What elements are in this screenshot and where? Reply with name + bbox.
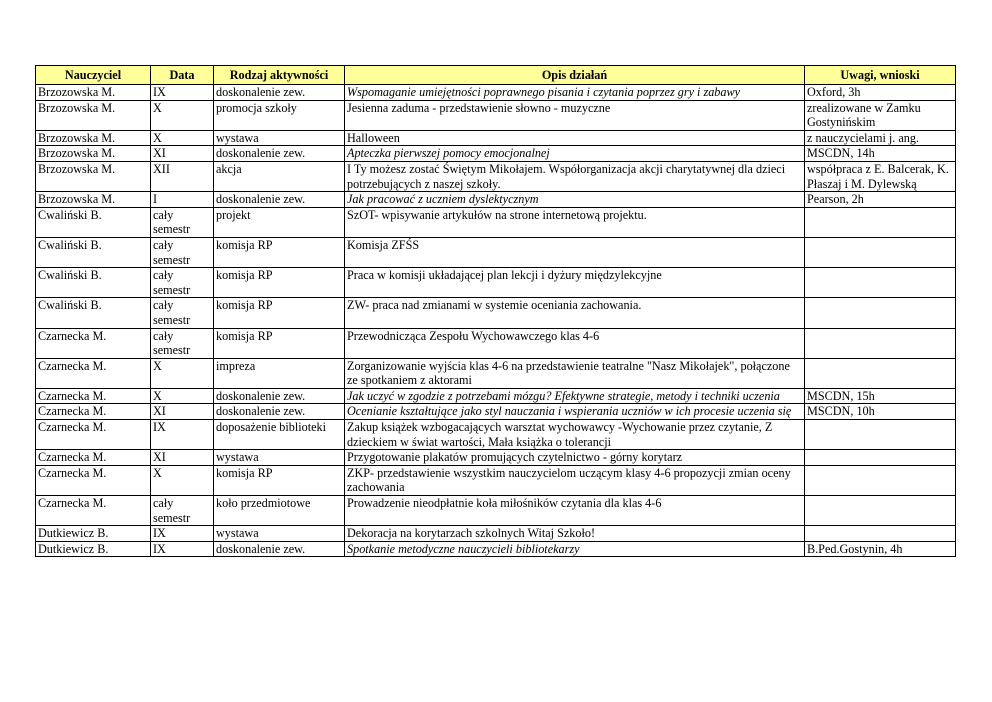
description-cell: Halloween	[345, 130, 805, 146]
table-row	[36, 541, 956, 557]
teacher-cell: Czarnecka M.	[36, 496, 151, 526]
description-cell: I Ty możesz zostać Świętym Mikołajem. Współorganizacja akcji charytatywnej dla dzieci potrzebujących z naszej szkoły.	[345, 161, 805, 191]
teacher-cell: Czarnecka M.	[36, 388, 151, 404]
activity-type-cell: doskonalenie zew.	[214, 541, 345, 557]
notes-cell: współpraca z E. Balcerak, K. Płaszaj i M. Dylewską	[805, 161, 956, 191]
date-cell: IX	[151, 85, 214, 101]
activity-type-cell: komisja RP	[214, 465, 345, 495]
date-cell: I	[151, 192, 214, 208]
header-description: Opis działań	[345, 66, 805, 85]
description-cell: Zorganizowanie wyjścia klas 4-6 na przedstawienie teatralne "Nasz Mikołajek", połączone ze spotkaniem z aktorami	[345, 358, 805, 388]
description-cell: Prowadzenie nieodpłatnie koła miłośników czytania dla klas 4-6	[345, 496, 805, 526]
date-cell: cały semestr	[151, 496, 214, 526]
notes-cell	[805, 298, 956, 328]
teacher-cell: Brzozowska M.	[36, 161, 151, 191]
teacher-cell: Czarnecka M.	[36, 465, 151, 495]
teacher-cell: Cwaliński B.	[36, 237, 151, 267]
notes-cell: z nauczycielami j. ang.	[805, 130, 956, 146]
date-cell: cały semestr	[151, 298, 214, 328]
activity-table	[35, 65, 956, 557]
description-cell: ZW- praca nad zmianami w systemie oceniania zachowania.	[345, 298, 805, 328]
table-body	[36, 85, 956, 557]
notes-cell	[805, 358, 956, 388]
table-row	[36, 496, 956, 526]
description-cell: Ocenianie kształtujące jako styl nauczania i wspierania uczniów w ich procesie uczenia się	[345, 404, 805, 420]
description-cell: Praca w komisji układającej plan lekcji i dyżury międzylekcyjne	[345, 268, 805, 298]
notes-cell	[805, 207, 956, 237]
teacher-cell: Czarnecka M.	[36, 358, 151, 388]
teacher-cell: Cwaliński B.	[36, 298, 151, 328]
activity-type-cell: wystawa	[214, 130, 345, 146]
activity-type-cell: doskonalenie zew.	[214, 146, 345, 162]
activity-type-cell: akcja	[214, 161, 345, 191]
notes-cell	[805, 450, 956, 466]
teacher-cell: Czarnecka M.	[36, 404, 151, 420]
teacher-cell: Brzozowska M.	[36, 146, 151, 162]
header-notes: Uwagi, wnioski	[805, 66, 956, 85]
description-cell: Dekoracja na korytarzach szkolnych Witaj Szkoło!	[345, 526, 805, 542]
activity-type-cell: doskonalenie zew.	[214, 388, 345, 404]
activity-type-cell: projekt	[214, 207, 345, 237]
notes-cell	[805, 268, 956, 298]
teacher-cell: Brzozowska M.	[36, 130, 151, 146]
table-row	[36, 526, 956, 542]
table-row	[36, 130, 956, 146]
header-date: Data	[151, 66, 214, 85]
table-row	[36, 404, 956, 420]
activity-type-cell: koło przedmiotowe	[214, 496, 345, 526]
table-row	[36, 161, 956, 191]
date-cell: cały semestr	[151, 207, 214, 237]
date-cell: XII	[151, 161, 214, 191]
table-row	[36, 146, 956, 162]
table-row	[36, 358, 956, 388]
date-cell: XI	[151, 450, 214, 466]
description-cell: SzOT- wpisywanie artykułów na strone internetową projektu.	[345, 207, 805, 237]
table-row	[36, 388, 956, 404]
date-cell: X	[151, 388, 214, 404]
notes-cell: MSCDN, 15h	[805, 388, 956, 404]
notes-cell: B.Ped.Gostynin, 4h	[805, 541, 956, 557]
table-row	[36, 192, 956, 208]
activity-type-cell: wystawa	[214, 526, 345, 542]
table-row	[36, 85, 956, 101]
description-cell: Spotkanie metodyczne nauczycieli bibliotekarzy	[345, 541, 805, 557]
description-cell: Jak pracować z uczniem dyslektycznym	[345, 192, 805, 208]
activity-type-cell: komisja RP	[214, 268, 345, 298]
notes-cell: zrealizowane w Zamku Gostynińskim	[805, 100, 956, 130]
description-cell: Jak uczyć w zgodzie z potrzebami mózgu? Efektywne strategie, metody i techniki uczenia	[345, 388, 805, 404]
activity-type-cell: komisja RP	[214, 237, 345, 267]
teacher-cell: Brzozowska M.	[36, 192, 151, 208]
notes-cell	[805, 465, 956, 495]
activity-type-cell: doskonalenie zew.	[214, 192, 345, 208]
activity-type-cell: wystawa	[214, 450, 345, 466]
description-cell: Apteczka pierwszej pomocy emocjonalnej	[345, 146, 805, 162]
activity-type-cell: promocja szkoły	[214, 100, 345, 130]
description-cell: Jesienna zaduma - przedstawienie słowno - muzyczne	[345, 100, 805, 130]
table-row	[36, 298, 956, 328]
teacher-cell: Dutkiewicz B.	[36, 526, 151, 542]
teacher-cell: Dutkiewicz B.	[36, 541, 151, 557]
description-cell: Wspomaganie umiejętności poprawnego pisania i czytania poprzez gry i zabawy	[345, 85, 805, 101]
activity-type-cell: doposażenie biblioteki	[214, 420, 345, 450]
teacher-cell: Czarnecka M.	[36, 420, 151, 450]
date-cell: XI	[151, 146, 214, 162]
teacher-cell: Cwaliński B.	[36, 268, 151, 298]
teacher-cell: Brzozowska M.	[36, 100, 151, 130]
teacher-cell: Cwaliński B.	[36, 207, 151, 237]
notes-cell: Oxford, 3h	[805, 85, 956, 101]
activity-type-cell: doskonalenie zew.	[214, 404, 345, 420]
activity-type-cell: komisja RP	[214, 298, 345, 328]
notes-cell: Pearson, 2h	[805, 192, 956, 208]
table-row	[36, 100, 956, 130]
teacher-cell: Czarnecka M.	[36, 328, 151, 358]
date-cell: X	[151, 100, 214, 130]
table-row	[36, 328, 956, 358]
description-cell: Komisja ZFŚS	[345, 237, 805, 267]
teacher-cell: Czarnecka M.	[36, 450, 151, 466]
description-cell: Zakup książek wzbogacających warsztat wychowawcy -Wychowanie przez czytanie, Z dzieckiem w świat wartości, Mała książka o tolerancji	[345, 420, 805, 450]
date-cell: X	[151, 465, 214, 495]
activity-type-cell: impreza	[214, 358, 345, 388]
activity-type-cell: doskonalenie zew.	[214, 85, 345, 101]
date-cell: IX	[151, 420, 214, 450]
notes-cell: MSCDN, 14h	[805, 146, 956, 162]
header-activity-type: Rodzaj aktywności	[214, 66, 345, 85]
date-cell: cały semestr	[151, 268, 214, 298]
table-row	[36, 207, 956, 237]
notes-cell	[805, 328, 956, 358]
notes-cell	[805, 496, 956, 526]
date-cell: cały semestr	[151, 237, 214, 267]
notes-cell: MSCDN, 10h	[805, 404, 956, 420]
teacher-cell: Brzozowska M.	[36, 85, 151, 101]
activity-type-cell: komisja RP	[214, 328, 345, 358]
description-cell: Przewodnicząca Zespołu Wychowawczego klas 4-6	[345, 328, 805, 358]
date-cell: cały semestr	[151, 328, 214, 358]
table-row	[36, 465, 956, 495]
description-cell: ZKP- przedstawienie wszystkim nauczycielom uczącym klasy 4-6 propozycji zmian oceny zachowania	[345, 465, 805, 495]
date-cell: X	[151, 130, 214, 146]
table-row	[36, 450, 956, 466]
date-cell: X	[151, 358, 214, 388]
date-cell: IX	[151, 526, 214, 542]
header-teacher: Nauczyciel	[36, 66, 151, 85]
date-cell: XI	[151, 404, 214, 420]
table-row	[36, 237, 956, 267]
table-header	[36, 66, 956, 85]
notes-cell	[805, 237, 956, 267]
header-row	[36, 66, 956, 85]
notes-cell	[805, 420, 956, 450]
table-row	[36, 420, 956, 450]
notes-cell	[805, 526, 956, 542]
date-cell: IX	[151, 541, 214, 557]
description-cell: Przygotowanie plakatów promujących czytelnictwo - górny korytarz	[345, 450, 805, 466]
table-row	[36, 268, 956, 298]
